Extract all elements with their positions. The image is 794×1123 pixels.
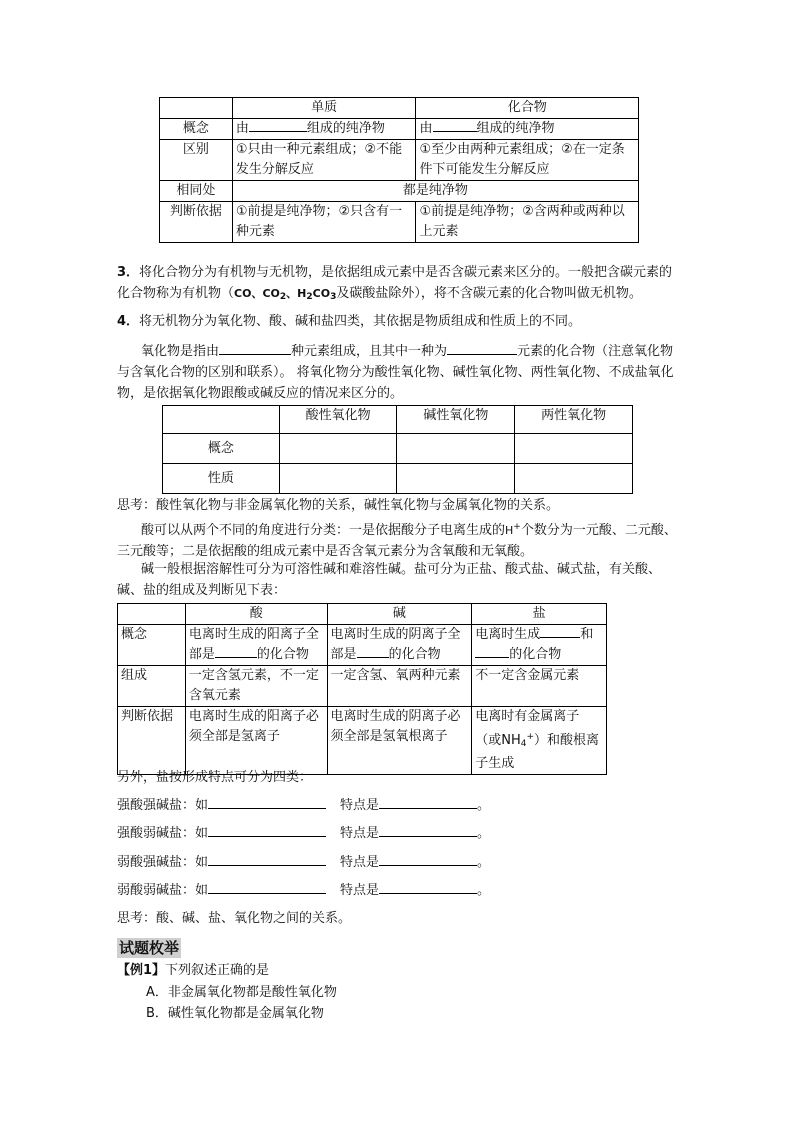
- paragraph-oxide: 氧化物是指由 种元素组成，且其中一种为 元素的化合物（注意氧化物与含氧化合物的区别和联系）。 将氧化物分为酸性氧化物、碱性氧化物、两性氧化物、不成盐氧化物，是依据氧化物跟酸或碱反应的情况来区分的。: [117, 344, 674, 401]
- table-header-cell: 化合物: [416, 98, 639, 119]
- table-header-cell: 盐: [472, 604, 607, 625]
- oxide-table: [162, 405, 633, 494]
- row-label: 组成: [118, 666, 186, 707]
- table-header-cell: 酸性氧化物: [279, 406, 397, 434]
- paragraph-base-salt: 碱一般根据溶解性可分为可溶性碱和难溶性碱。盐可分为正盐、酸式盐、碱式盐，有关酸、碱、盐的组成及判断见下表：: [117, 562, 662, 598]
- think-relations: 思考：酸、碱、盐、氧化物之间的关系。: [117, 911, 352, 926]
- table-header-cell: 两性氧化物: [515, 406, 633, 434]
- table-cell: [279, 464, 397, 494]
- table-cell: [397, 464, 515, 494]
- table-header-cell: [163, 406, 280, 434]
- row-label: 判断依据: [160, 202, 233, 243]
- option-a: A．非金属氧化物都是酸性氧化物: [146, 985, 337, 1000]
- table-cell: 电离时生成 和 的化合物: [472, 625, 607, 666]
- salt-intro: 另外，盐按形成特点可分为四类：: [117, 770, 313, 785]
- table-cell: 一定含氢元素，不一定含氧元素: [185, 666, 327, 707]
- row-label: 判断依据: [118, 707, 186, 775]
- option-b: B．碱性氧化物都是金属氧化物: [146, 1006, 324, 1021]
- table-cell: 电离时生成的阴离子全部是 的化合物: [327, 625, 472, 666]
- paragraph-acid: 酸可以从两个不同的角度进行分类：一是依据酸分子电离生成的H+个数分为一元酸、二元酸、三元酸等；二是依据酸的组成元素中是否含氧元素分为含氧酸和无氧酸。: [117, 522, 677, 559]
- table-cell: [515, 434, 633, 464]
- row-label: 概念: [160, 119, 233, 140]
- table-header-cell: 碱性氧化物: [397, 406, 515, 434]
- salt-type-line: 弱酸弱碱盐：如 特点是 。: [117, 883, 491, 898]
- table-cell: 由 组成的纯净物: [232, 119, 416, 140]
- example-question: 【例1】下列叙述正确的是: [117, 963, 270, 978]
- table-cell: 电离时有金属离子（或$NH_4^+$）和酸根离子生成: [472, 707, 607, 775]
- table-header-cell: 碱: [327, 604, 472, 625]
- table-cell: ①前提是纯净物；②含两种或两种以上元素: [416, 202, 639, 243]
- table-cell: ①前提是纯净物；②只含有一种元素: [232, 202, 416, 243]
- table-cell: 不一定含金属元素: [472, 666, 607, 707]
- table-header-cell: 酸: [185, 604, 327, 625]
- salt-type-line: 强酸强碱盐：如 特点是 。: [117, 798, 491, 813]
- table-cell: [515, 464, 633, 494]
- salt-type-line: 弱酸强碱盐：如 特点是 。: [117, 855, 491, 870]
- table-cell: [279, 434, 397, 464]
- table-header-cell: [118, 604, 186, 625]
- table-cell: 电离时生成的阳离子必须全部是氢离子: [185, 707, 327, 775]
- table-cell: 由 组成的纯净物: [416, 119, 639, 140]
- row-label: 概念: [163, 434, 280, 464]
- salt-type-line: 强酸弱碱盐：如 特点是 。: [117, 826, 491, 841]
- table-cell: ①至少由两种元素组成；②在一定条件下可能发生分解反应: [416, 140, 639, 181]
- row-label: 区别: [160, 140, 233, 181]
- substance-table: [159, 97, 639, 243]
- table-header-cell: [160, 98, 233, 119]
- table-cell: [397, 434, 515, 464]
- acid-base-salt-table: [117, 603, 607, 775]
- think-oxide: 思考：酸性氧化物与非金属氧化物的关系，碱性氧化物与金属氧化物的关系。: [117, 498, 560, 513]
- table-cell: 一定含氢、氧两种元素: [327, 666, 472, 707]
- paragraph-inorganic: 4．将无机物分为氧化物、酸、碱和盐四类，其依据是物质组成和性质上的不同。: [117, 314, 582, 329]
- row-label: 概念: [118, 625, 186, 666]
- row-label: 相同处: [160, 181, 233, 202]
- paragraph-organic: 3．将化合物分为有机物与无机物，是依据组成元素中是否含碳元素来区分的。一般把含碳元素的化合物称为有机物（CO、$CO_2$、$H_2CO_3$及碳酸盐除外），将不含碳元素的化合物叫做无机物。: [117, 265, 673, 302]
- table-cell: 电离时生成的阳离子全部是 的化合物: [185, 625, 327, 666]
- section-tag: 试题枚举: [119, 939, 180, 957]
- table-cell: 都是纯净物: [232, 181, 638, 202]
- table-cell: 电离时生成的阴离子必须全部是氢氧根离子: [327, 707, 472, 775]
- table-cell: ①只由一种元素组成；②不能发生分解反应: [232, 140, 416, 181]
- row-label: 性质: [163, 464, 280, 494]
- table-header-cell: 单质: [232, 98, 416, 119]
- example-label: 【例1】: [117, 963, 166, 978]
